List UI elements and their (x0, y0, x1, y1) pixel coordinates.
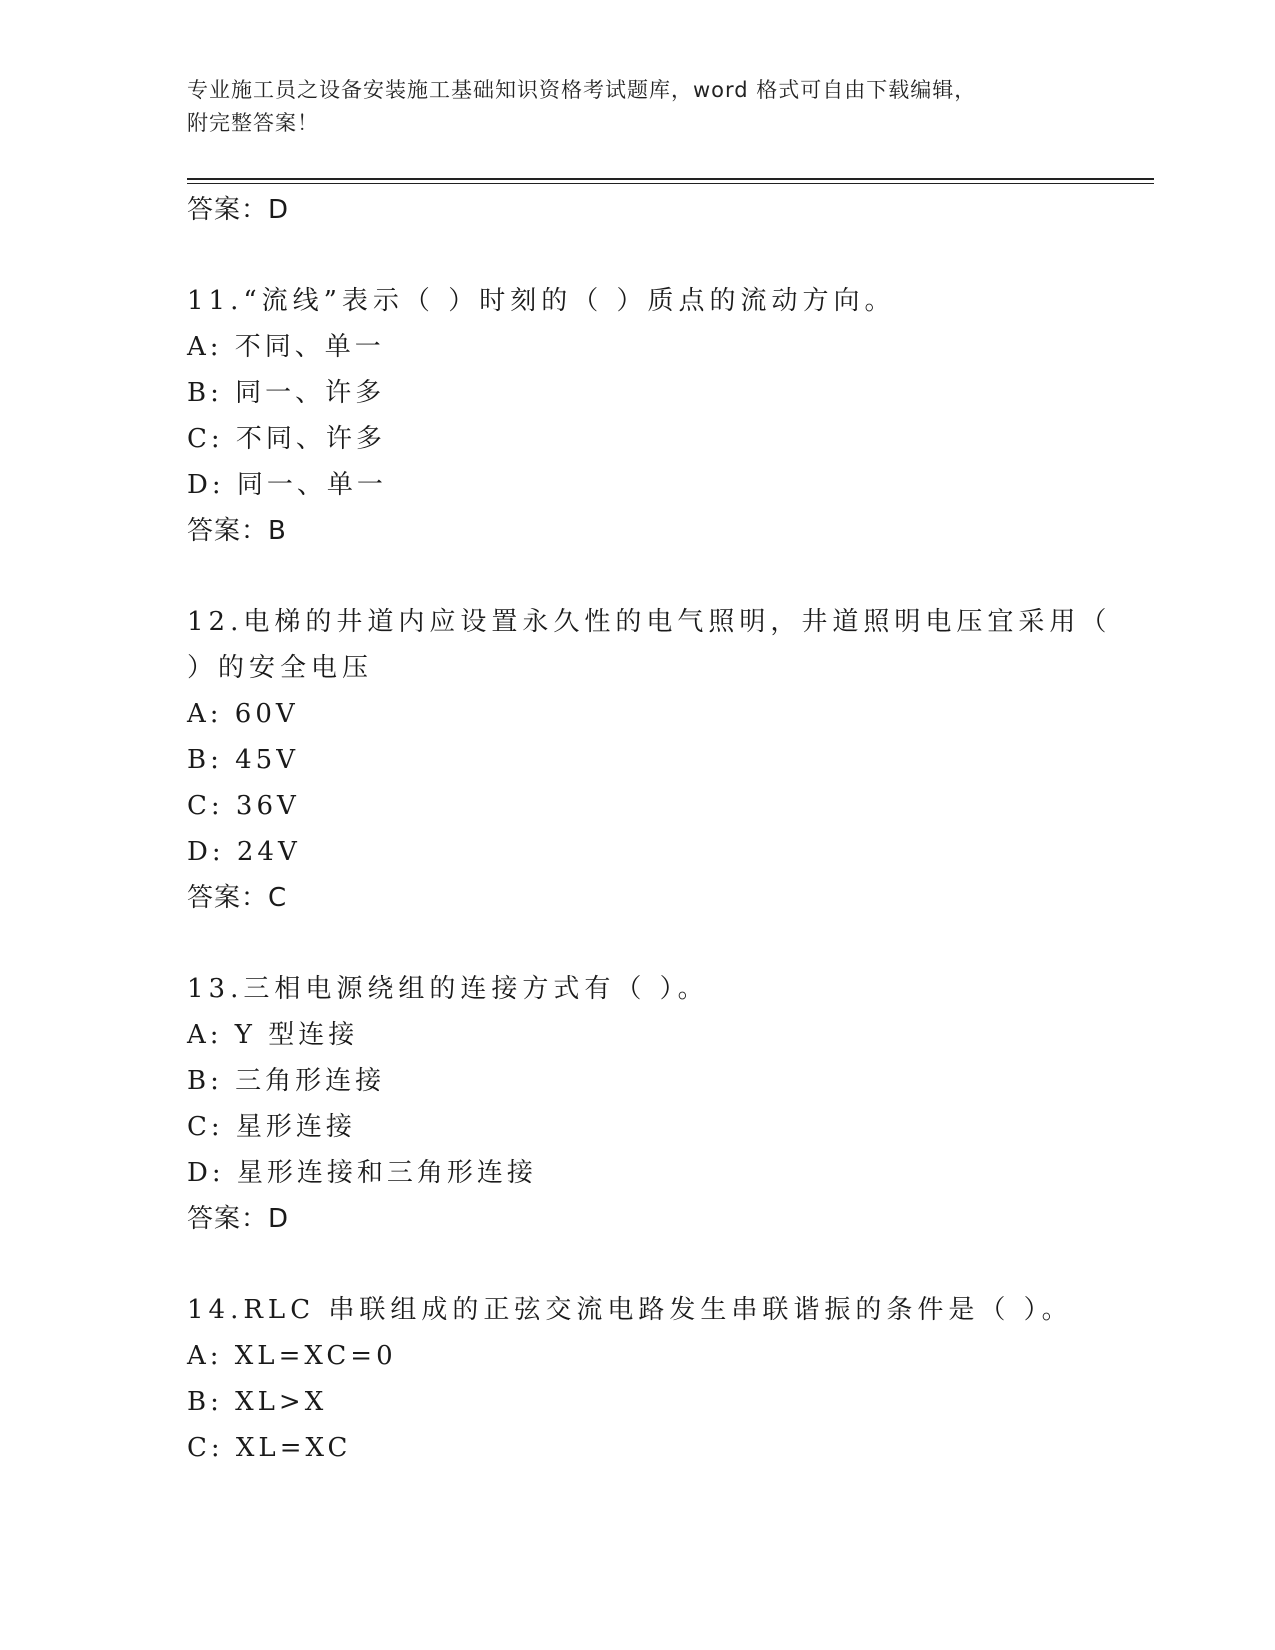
answer-line: 答案：D (187, 1204, 290, 1234)
question-stem-line: 13.三相电源绕组的连接方式有（ ）。 (187, 974, 709, 1004)
question-stem-line: 11.“流线”表示（ ）时刻的（ ）质点的流动方向。 (187, 286, 896, 316)
option-c: C: XL=XC (187, 1433, 352, 1463)
header-line-1: 专业施工员之设备安装施工基础知识资格考试题库，word 格式可自由下载编辑， (187, 78, 977, 102)
question-stem-line: 14.RLC 串联组成的正弦交流电路发生串联谐振的条件是（ ）。 (187, 1295, 1073, 1325)
option-c: C: 36V (187, 791, 300, 821)
header-line-2: 附完整答案！ (187, 111, 319, 135)
answer-line: 答案：B (187, 516, 287, 546)
question-13 (187, 966, 1087, 1242)
option-b: B: 同一、许多 (187, 378, 386, 408)
option-a: A: 不同、单一 (187, 332, 385, 362)
question-stem (187, 1287, 1087, 1333)
option-a: A: XL=XC=0 (187, 1341, 397, 1371)
option-c: C: 不同、许多 (187, 424, 386, 454)
option-b: B: 三角形连接 (187, 1066, 386, 1096)
question-list (187, 187, 1112, 1471)
spacer (187, 554, 1087, 599)
option-b: B: XL>X (187, 1387, 328, 1417)
spacer (187, 1242, 1087, 1287)
question-stem (187, 278, 1087, 324)
question-stem-line: ）的安全电压 (187, 653, 374, 683)
question-stem (187, 599, 1112, 691)
spacer (187, 921, 1087, 966)
answer-line: 答案：D (187, 195, 290, 225)
question-11 (187, 278, 1087, 554)
option-a: A: Y 型连接 (187, 1020, 359, 1050)
option-d: D: 星形连接和三角形连接 (187, 1158, 537, 1188)
option-c: C: 星形连接 (187, 1112, 356, 1142)
document-header (187, 74, 1087, 140)
question-stem (187, 966, 1087, 1012)
header-divider-thin (187, 183, 1154, 184)
option-a: A: 60V (187, 699, 299, 729)
option-b: B: 45V (187, 745, 299, 775)
answer-line: 答案：C (187, 883, 288, 913)
option-d: D: 同一、单一 (187, 470, 387, 500)
question-12 (187, 599, 1112, 921)
spacer (187, 233, 1087, 278)
question-14 (187, 1287, 1087, 1471)
header-divider-thick (187, 178, 1154, 180)
option-d: D: 24V (187, 837, 301, 867)
question-stem-line: 12.电梯的井道内应设置永久性的电气照明，井道照明电压宜采用（ (187, 607, 1112, 637)
